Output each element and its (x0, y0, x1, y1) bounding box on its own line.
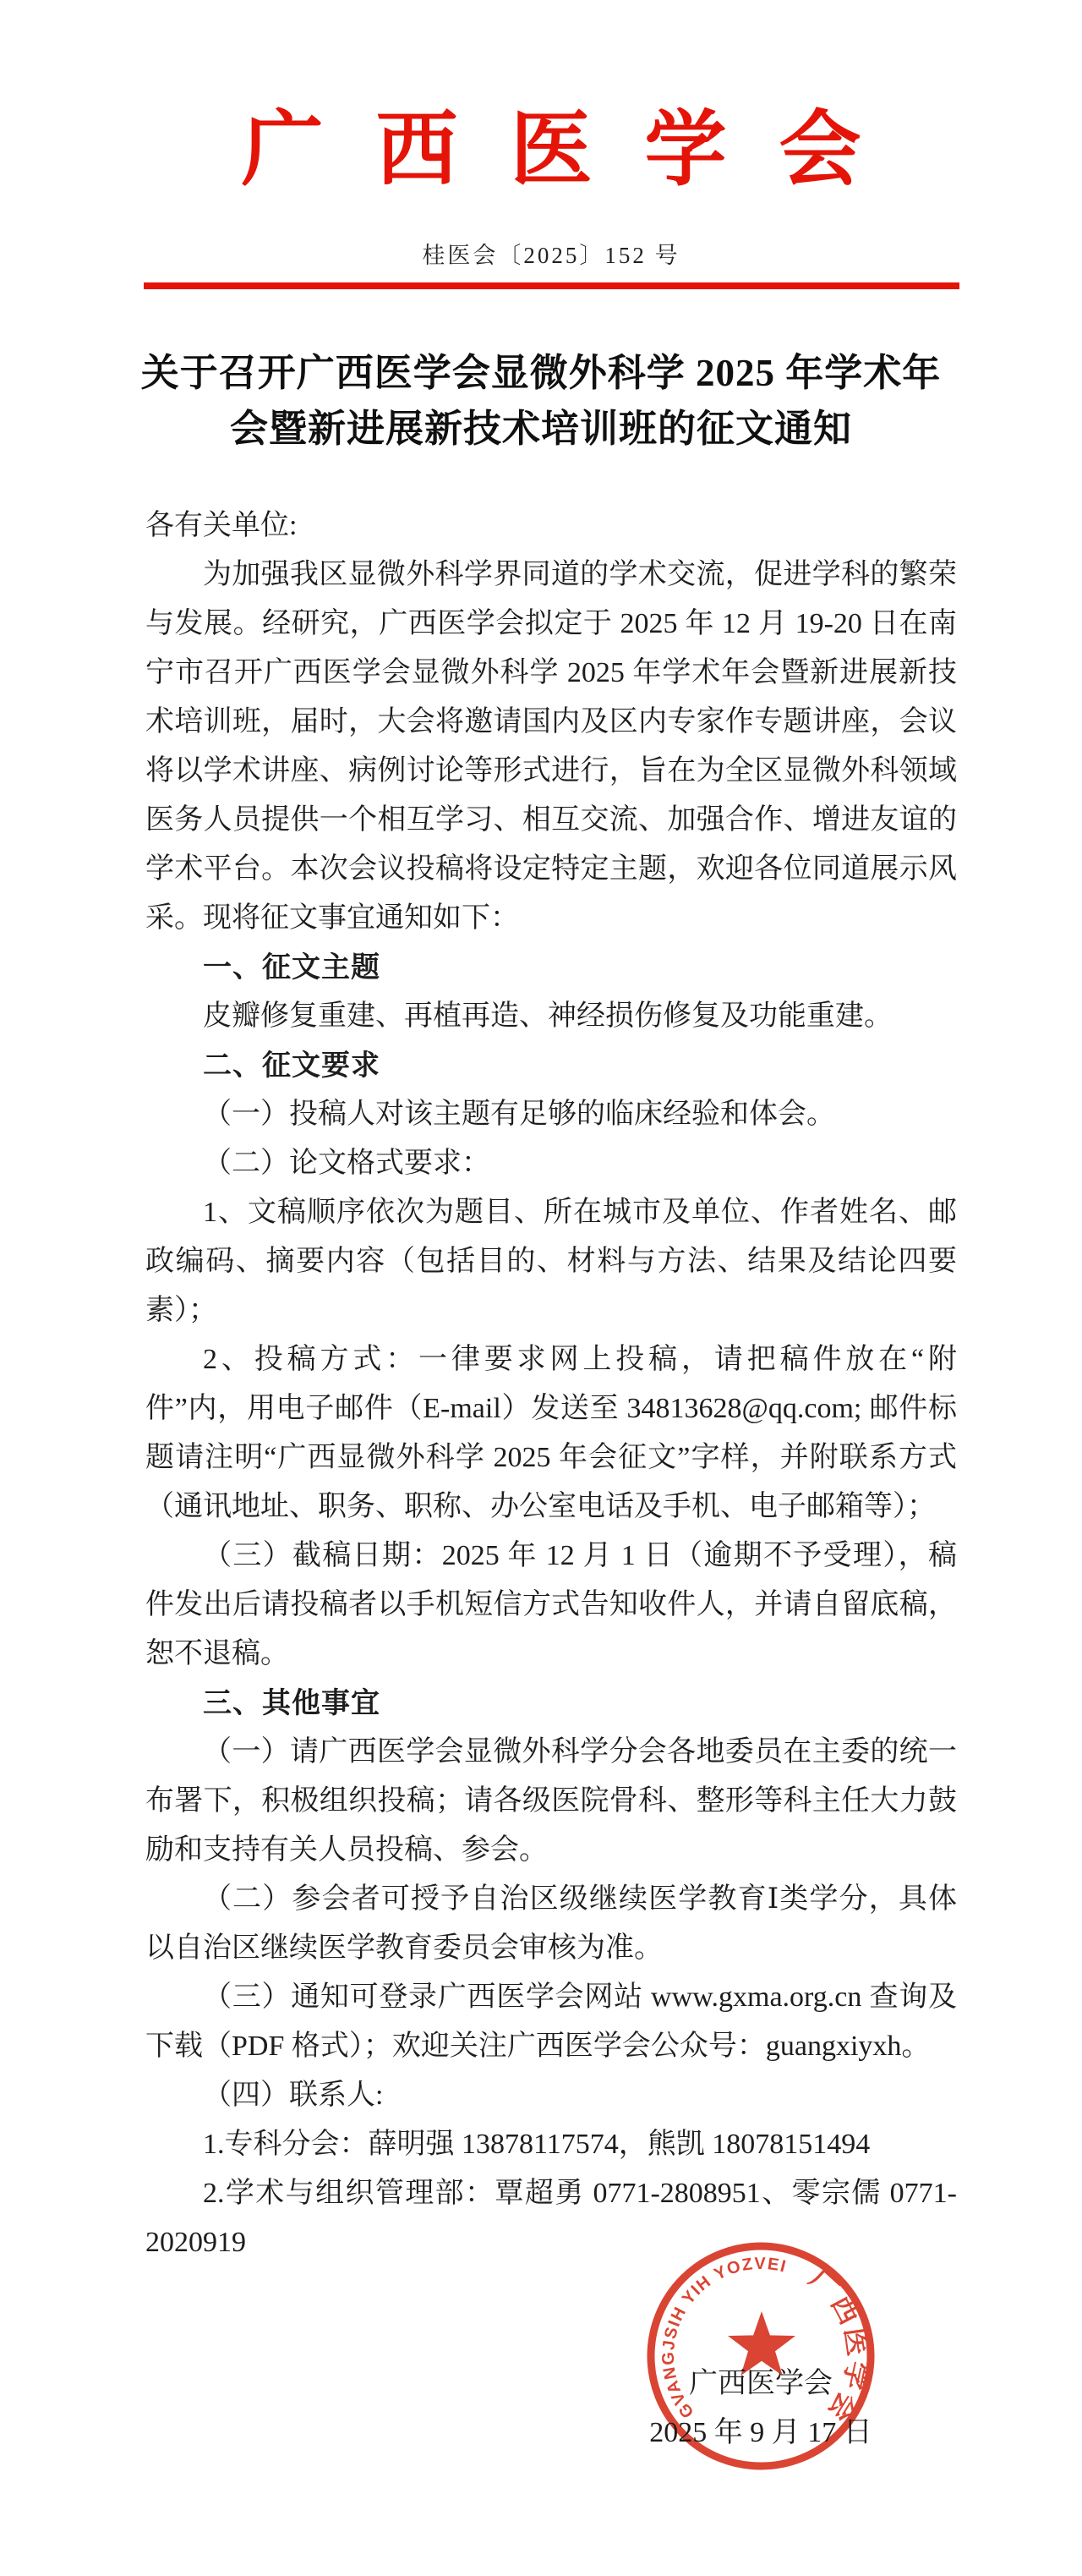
body-paragraph: 皮瓣修复重建、再植再造、神经损伤修复及功能重建。 (203, 1000, 893, 1032)
document-number: 桂医会〔2025〕152 号 (422, 243, 680, 268)
body-paragraph: （三）截稿日期：2025 年 12 月 1 日（逾期不予受理），稿件发出后请投稿者以手机短信方式告知收件人，并请自留底稿，恕不退稿。 (145, 1540, 957, 1669)
seal-arc-text-cn: 广西医学会 (803, 2263, 873, 2429)
body-paragraph: （二）论文格式要求： (203, 1148, 490, 1179)
section-heading-1: 一、征文主题 (203, 951, 380, 984)
signature-block (626, 2360, 896, 2458)
document-title (125, 345, 957, 457)
body-paragraph: 1、文稿顺序依次为题目、所在城市及单位、作者姓名、邮政编码、摘要内容（包括目的、材料与方法、结果及结论四要素）； (145, 1197, 957, 1326)
section-heading-3: 三、其他事宜 (203, 1687, 380, 1719)
letterhead-org-title: 广西医学会 (241, 105, 914, 195)
signature-org-name: 广西医学会 (689, 2368, 833, 2399)
section-heading-2: 二、征文要求 (203, 1050, 380, 1082)
body-paragraph: （一）请广西医学会显微外科学分会各地委员在主委的统一布署下，积极组织投稿；请各级医院骨科、整形等科主任大力鼓励和支持有关人员投稿、参会。 (145, 1736, 957, 1866)
document-title-line1: 关于召开广西医学会显微外科学 2025 年学术年 (140, 352, 942, 394)
contact-line-branch: 1.专科分会：薛明强 13878117574，熊凯 18078151494 (203, 2129, 871, 2160)
body-paragraph: （一）投稿人对该主题有足够的临床经验和体会。 (203, 1099, 835, 1130)
salutation: 各有关单位: (145, 510, 298, 541)
seal-arc-text-latin: GVANGJSIH YIH YOZVEI (658, 2254, 789, 2422)
body-paragraph: 2、投稿方式：一律要求网上投稿，请把稿件放在“附件”内，用电子邮件（E-mail）发送至 34813628@qq.com; 邮件标题请注明“广西显微外科学 2025 年会征文”字样，并附联系方式（通讯地址、职务、职称、办公室电话及手机、电子邮箱等）； (145, 1344, 957, 1522)
divider-rule (144, 282, 959, 289)
contact-line-admin: 2.学术与组织管理部：覃超勇 0771-2808951、零宗儒 0771-2020919 (145, 2178, 957, 2258)
body-paragraph: 为加强我区显微外科学界同道的学术交流，促进学科的繁荣与发展。经研究，广西医学会拟定于 2025 年 12 月 19-20 日在南宁市召开广西医学会显微外科学 2025 年学术年会暨新进展新技术培训班，届时，大会将邀请国内及区内专家作专题讲座，会议将以学术讲座、病例讨论等形式进行，旨在为全区显微外科领域医务人员提供一个相互学习、相互交流、加强合作、增进友谊的学术平台。本次会议投稿将设定特定主题，欢迎各位同道展示风采。现将征文事宜通知如下： (145, 559, 957, 934)
body-paragraph: （二）参会者可授予自治区级继续医学教育Ⅰ类学分，具体以自治区继续医学教育委员会审核为准。 (145, 1883, 957, 1964)
document-title-line2: 会暨新进展新技术培训班的征文通知 (229, 408, 852, 450)
contacts-heading: （四）联系人: (203, 2080, 384, 2111)
document-body (145, 501, 957, 2267)
signature-date: 2025 年 9 月 17 日 (649, 2417, 872, 2448)
body-paragraph: （三）通知可登录广西医学会网站 www.gxma.org.cn 查询及下载（PDF 格式）；欢迎关注广西医学会公众号：guangxiyxh。 (145, 1981, 957, 2062)
